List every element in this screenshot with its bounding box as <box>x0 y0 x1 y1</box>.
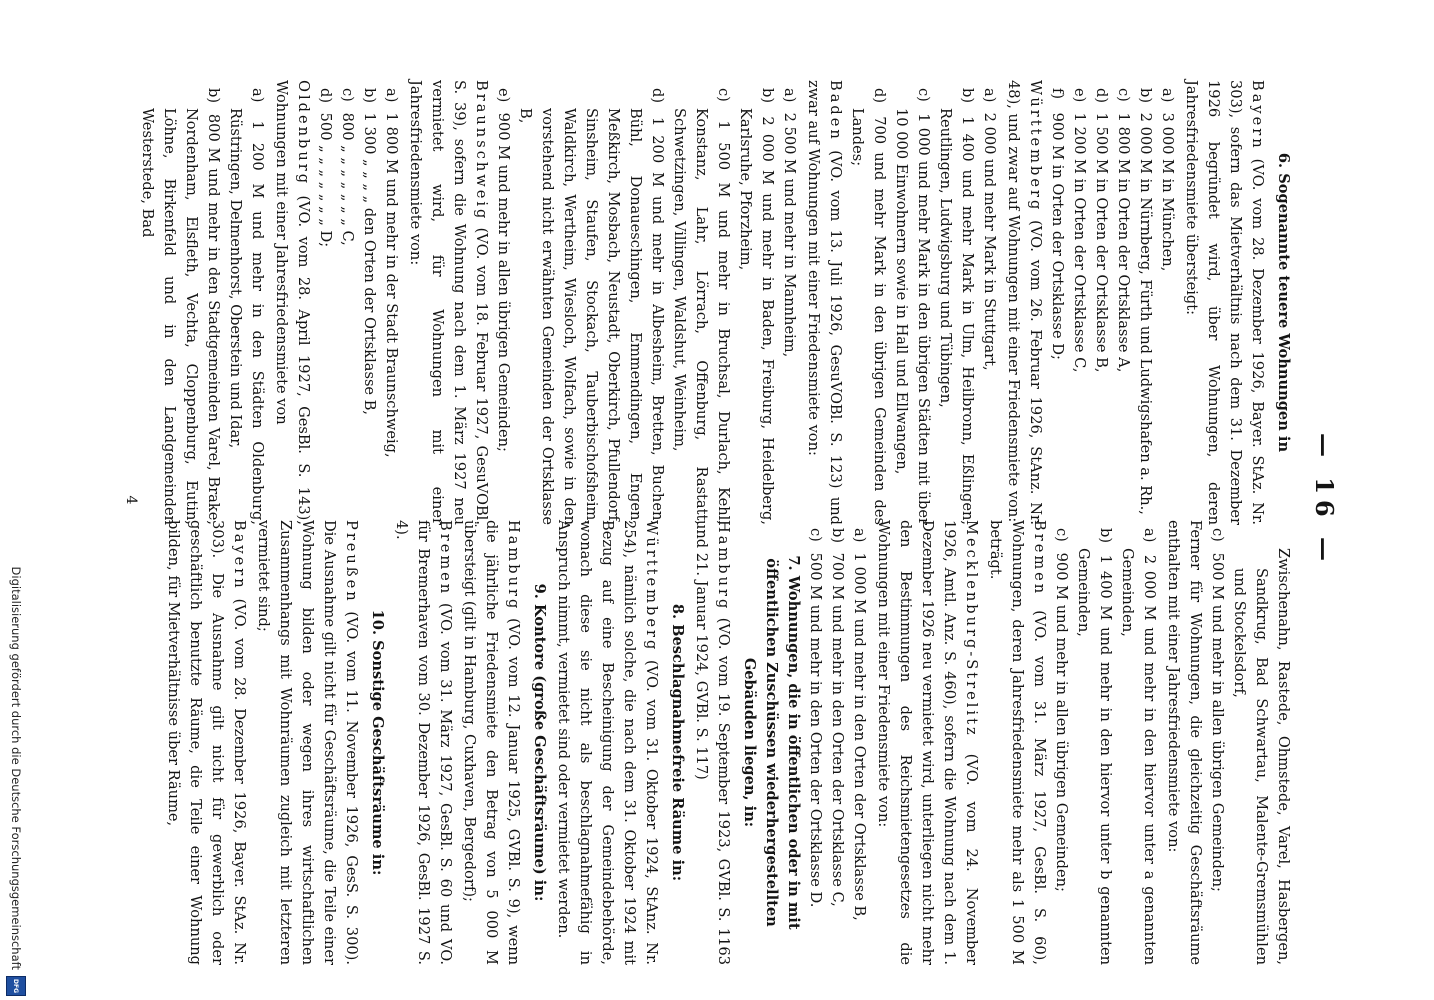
bayern-item-list <box>1046 80 1178 525</box>
section-9-heading: 9. Kontore (große Geschäftsräume) in: <box>531 583 548 902</box>
mecklenburg-item <box>804 520 826 965</box>
place-hamburg: Hamburg <box>715 520 732 612</box>
place-braunschweig: Braunschweig <box>473 80 490 222</box>
item-text: 900 M und mehr in allen übrigen Gemeinden; <box>495 112 512 452</box>
signature-number: 4 <box>123 495 139 505</box>
item-text: 1 200 M und mehr in den Städten Oldenburg, Rüstringen, Delmenhorst, Oberstein und Idar, <box>227 108 266 525</box>
item-text: 900 M und mehr in allen übrigen Gemeinden; <box>1053 552 1070 892</box>
item-letter: a) <box>1141 528 1158 543</box>
right-column <box>160 520 1294 965</box>
item-letter: e) <box>1071 88 1088 103</box>
oldenburg-extra-item-list <box>1050 520 1160 965</box>
item-letter: c) <box>715 88 732 102</box>
item-letter: b) <box>829 528 846 544</box>
item-letter: d) <box>649 88 666 104</box>
item-letter: c) <box>915 88 932 102</box>
mecklenburg-item-list <box>804 520 870 965</box>
bremen9-text: (VO. vom 31. März 1927, GesBl. S. 60 und VO. für Bremerhaven vom 30. Dezember 1926, GesBl. 1927 S. 4). <box>393 520 454 966</box>
baden-item <box>734 80 778 525</box>
preussen-paragraph <box>252 520 362 965</box>
bayern-item <box>1156 80 1178 525</box>
item-letter: d) <box>317 88 334 104</box>
wuerttemberg-paragraph <box>1002 80 1046 525</box>
digitization-footer <box>3 6 29 996</box>
braunschweig-item <box>336 80 358 525</box>
item-letter: c) <box>807 528 824 542</box>
place-preussen: Preußen <box>343 520 360 604</box>
item-letter: a) <box>981 88 998 103</box>
bayern-item <box>1134 80 1156 525</box>
braunschweig-item-list <box>314 80 402 525</box>
item-text: 500 „ „ „ „ „ „ „ D; <box>317 112 334 248</box>
oldenburg-text: (VO. vom 28. April 1927, GesBl. S. 143), Wohnungen mit einer Jahresfriedensmiete von <box>273 80 312 526</box>
item-letter: b) <box>1137 88 1154 104</box>
item-text: 900 M in Orten der Ortsklasse D; <box>1049 112 1066 360</box>
bayern10-paragraph <box>162 520 250 965</box>
item-text: 1 000 M und mehr in den Orten der Ortsklasse B, <box>851 552 868 921</box>
item-letter: d) <box>1093 88 1110 104</box>
place-baden: Baden <box>827 80 844 142</box>
place-wuerttemberg-8: Württemberg <box>643 520 660 653</box>
oldenburg-item-list <box>136 80 268 525</box>
wuerttemberg8-text: (VO. vom 31. Oktober 1924, StAnz. Nr. 254), nämlich solche, die nach dem 31. Oktober 1924 mit Bezug auf eine Bescheinigung der Gemeindebehörde, wonach diese sie nicht als beschlagnahmefähig in Anspruch nimmt, vermietet sind oder vermietet werden. <box>555 520 660 965</box>
oldenburg-extra-item <box>1072 520 1116 965</box>
place-bayern-10: Bayern <box>231 520 248 591</box>
bremen-paragraph <box>984 520 1050 965</box>
hamburg9-paragraph <box>458 520 524 965</box>
section-10-heading: 10. Sonstige Geschäftsräume in: <box>369 609 386 876</box>
place-bayern: Bayern <box>1249 80 1266 151</box>
hamburg7-paragraph <box>690 520 734 965</box>
item-text: 1 200 M in Orten der Ortsklasse C, <box>1071 112 1088 373</box>
item-letter: f) <box>1049 88 1066 100</box>
item-text: 2 000 und mehr Mark in Stuttgart, <box>981 112 998 371</box>
oldenburg-extra-text: Ferner für Wohnungen, die gleichzeitig Geschäftsräume enthalten mit einer Jahresfriedensmiete von: <box>1165 520 1204 965</box>
baden-item <box>492 80 514 525</box>
dfg-logo-icon[interactable]: DFG <box>6 976 26 996</box>
section-7-heading: 7. Wohnungen, die in öffentlichen oder in mit öffentlichen Zuschüssen wiederhergestellten Gebäuden liegen, in: <box>741 555 802 930</box>
bremen-text: (VO. vom 31. März 1927, GesBl. S. 60), Wohnungen, deren Jahresfriedensmiete mehr als 1 500 M beträgt. <box>987 520 1048 965</box>
item-text: 1 400 und mehr Mark in Ulm, Heilbronn, Eßlingen, Reutlingen, Ludwigsburg und Tübingen, <box>937 108 976 526</box>
hamburg7-text: (VO. vom 19. September 1923, GVBl. S. 1163 und 21. Januar 1924, GVBl. S. 117) <box>693 520 732 965</box>
wuerttemberg-text: (VO. vom 26. Februar 1926, StAnz. Nr. 48), und zwar auf Wohnungen mit einer Friedensmiete von: <box>1005 80 1044 526</box>
item-letter: a) <box>249 88 266 103</box>
oldenburg-item-c <box>1206 520 1228 965</box>
mecklenburg-item <box>826 520 848 965</box>
baden-item <box>668 80 734 525</box>
item-letter: c) <box>1115 88 1132 102</box>
wuerttemberg-item <box>978 80 1000 525</box>
braunschweig-item <box>358 80 380 525</box>
item-text: 800 M und mehr in den Stadtgemeinden Varel, Brake, Nordenham, Elsfleth, Vechta, Cloppenburg, Eutin, Löhne, Birkenfeld und in den Landgemeinden Westerstede, Bad <box>139 108 222 526</box>
wuerttemberg-item <box>846 80 890 525</box>
baden-text: (VO. vom 13. Juli 1926, GesuVOBl. S. 123) und zwar auf Wohnungen mit einer Friedensmiete von: <box>805 80 844 525</box>
bayern-item <box>1068 80 1090 525</box>
item-text: 1 800 M und mehr in der Stadt Braunschweig, <box>383 112 400 458</box>
item-letter: b) <box>205 88 222 104</box>
item-text: 2 500 M und mehr in Mannheim, <box>781 112 798 358</box>
preussen-text: (VO. vom 11. November 1926, GesS. S. 300). Die Ausnahme gilt nicht für Geschäftsräume, die Teile einer Wohnung bilden oder wegen ihres wirtschaftlichen Zusammenhangs mit Wohnräumen zugleich mit letzteren vermietet sind; <box>255 520 360 965</box>
bremen9-paragraph <box>390 520 456 965</box>
braunschweig-text: (VO. vom 18. Februar 1927, GesuVOBl. S. 39), sofern die Wohnung nach dem 1. März 1927 neu vermietet wird, für Wohnungen mit einer Jahresfriedensmiete von: <box>407 80 490 525</box>
left-column <box>136 80 1294 525</box>
baden-item <box>778 80 800 525</box>
bayern10-text: (VO. vom 28. Dezember 1926, Bayer. StAz. Nr. 303). Die Ausnahme gilt nicht für gewerblich oder geschäftlich benutzte Räume, die Teile einer Wohnung bilden, für Mietverhältnisse über Räume, <box>165 520 248 965</box>
section-8-heading: 8. Beschlagnahmefreie Räume in: <box>669 603 686 882</box>
item-letter: a) <box>781 88 798 103</box>
place-hamburg-9: Hamburg <box>505 520 522 612</box>
bayern-text: (VO. vom 28. Dezember 1926, Bayer. StAz. Nr. 303), sofern das Mietverhältnis nach dem 31. Dezember 1926 begründet wird, über Wohnungen, deren Jahresfriedensmiete übersteigt: <box>1183 80 1266 525</box>
place-wuerttemberg: Württemberg <box>1027 80 1044 213</box>
item-text: 1 300 „ „ „ „ den Orten der Ortsklasse B, <box>361 112 378 416</box>
wuerttemberg-item <box>934 80 978 525</box>
item-letter: d) <box>871 88 888 104</box>
section-6-heading: 6. Sogenannte teuere Wohnungen in <box>1275 152 1292 453</box>
baden-item-list <box>492 80 800 525</box>
braunschweig-item <box>314 80 336 525</box>
item-letter: c) <box>1053 528 1070 542</box>
wuerttemberg-item <box>890 80 934 525</box>
item-text: 1 000 und mehr Mark in den übrigen Städten mit über 10 000 Einwohnern sowie in Hall und Ellwangen, <box>893 108 932 526</box>
item-letter: b) <box>759 88 776 104</box>
oldenburg-paragraph <box>270 80 314 525</box>
item-letter: e) <box>495 88 512 103</box>
item-text: 700 und mehr Mark in den übrigen Gemeinden des Landes; <box>849 108 888 525</box>
bayern-item <box>1090 80 1112 525</box>
item-text: 1 400 M und mehr in den hiervor unter b genannten Gemeinden, <box>1075 548 1114 965</box>
wuerttemberg-item-list <box>846 80 1000 525</box>
oldenburg-item <box>224 80 268 525</box>
item-letter: a) <box>383 88 400 103</box>
item-letter: a) <box>1159 88 1176 103</box>
page-number: — 16 — <box>1310 432 1339 568</box>
item-text: 500 M und mehr in den Orten der Ortsklasse D. <box>807 552 824 908</box>
oldenburg-extra-item <box>1116 520 1160 965</box>
place-bremen: Bremen <box>1031 520 1048 597</box>
mecklenburg-item <box>848 520 870 965</box>
place-mecklenburg: Mecklenburg-Strelitz <box>963 520 980 738</box>
item-text: 800 „ „ „ „ „ „ „ C, <box>339 112 356 246</box>
oldenburg-extra-item <box>1050 520 1072 965</box>
item-text: 2 000 M in Nürnberg, Fürth und Ludwigshafen a. Rh., <box>1137 112 1154 515</box>
item-text: 500 M und mehr in allen übrigen Gemeinden; <box>1209 552 1226 892</box>
baden-paragraph <box>802 80 846 525</box>
place-bremen-9: Bremen <box>437 520 454 597</box>
item-letter: a) <box>851 528 868 543</box>
item-text: 2 000 M und mehr in Baden, Freiburg, Heidelberg, Karlsruhe, Pforzheim, <box>737 108 776 525</box>
mecklenburg-paragraph <box>872 520 982 965</box>
bayern-item <box>1046 80 1068 525</box>
braunschweig-paragraph <box>404 80 492 525</box>
item-text: 700 M und mehr in den Orten der Ortsklasse C, <box>829 552 846 907</box>
item-text: 2 000 M und mehr in den hiervor unter a genannten Gemeinden, <box>1119 548 1158 965</box>
item-text: 1 200 M und mehr in Albesheim, Bretten, Buchen, Bühl, Donaueschingen, Emmendingen, Engen, Meßkirch, Mosbach, Neustadt, Oberkirch, Pfullendorf, Sinsheim, Staufen, Stockach, Tauberbischofsheim, Waldkirch, Wertheim, Wiesloch, Wolfach, sowie in den vorstehend nicht erwähnten Gemeinden der Ortsklasse B, <box>517 108 666 526</box>
oldenburg-continuation: Zwischenahn, Rastede, Ohmstede, Varel, Hasbergen, Sandkrug, Bad Schwartau, Malente-Gremsmühlen und Stockelsdorf, <box>1231 548 1292 965</box>
braunschweig-item <box>380 80 402 525</box>
bayern-item <box>1112 80 1134 525</box>
bayern-paragraph <box>1180 80 1268 525</box>
mecklenburg-text: (VO. vom 24. November 1926, Amtl. Anz. S. 460), sofern die Wohnung nach dem 1. Dezember 1926 neu vermietet wird, unterliegen nicht mehr den Bestimmungen des Reichsmietengesetzes die Wohnungen mit einer Friedensmiete von: <box>875 520 980 965</box>
item-letter: c) <box>339 88 356 102</box>
item-text: 3 000 M in München, <box>1159 112 1176 272</box>
item-letter: c) <box>1209 528 1226 542</box>
item-letter: b) <box>959 88 976 104</box>
item-letter: b) <box>361 88 378 104</box>
baden-item <box>514 80 668 525</box>
item-letter: b) <box>1097 528 1114 544</box>
hamburg9-text: (VO. vom 12. Januar 1925, GVBl. S. 9), wenn die jährliche Friedensmiete den Betrag von 5 000 M übersteigt (gilt in Hamburg, Cuxhaven, Bergedorf); <box>461 520 522 966</box>
place-oldenburg: Oldenburg <box>295 80 312 187</box>
item-text: 1 500 M in Orten der Ortsklasse B, <box>1093 112 1110 373</box>
oldenburg-item <box>136 80 224 525</box>
item-text: 1 800 M in Orten der Ortsklasse A, <box>1115 112 1132 373</box>
wuerttemberg8-paragraph <box>552 520 662 965</box>
item-text: 1 500 M und mehr in Bruchsal, Durlach, Kehl, Konstanz, Lahr, Lörrach, Offenburg, Rastatt, Schwetzingen, Villingen, Waldshut, Weinheim, <box>671 108 732 525</box>
digitization-note: Digitalisierung gefördert durch die Deutsche Forschungsgemeinschaft <box>9 566 23 970</box>
